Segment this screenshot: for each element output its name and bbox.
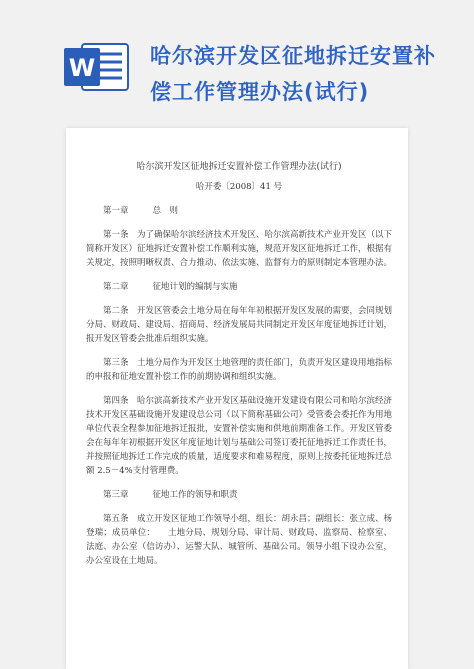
chapter-2-heading <box>86 280 392 294</box>
chapter-2-label: 第二章 <box>103 282 129 292</box>
chapter-1-name: 总 则 <box>152 206 179 216</box>
page-title-line-2: 偿工作管理办法(试行) <box>150 80 370 104</box>
document-number: 哈开委〔2008〕41 号 <box>195 182 283 192</box>
chapter-1-label: 第一章 <box>103 206 129 216</box>
word-logo-letter: W <box>68 54 96 82</box>
document-title: 哈尔滨开发区征地拆迁安置补偿工作管理办法(试行) <box>136 162 342 172</box>
chapter-3-name: 征地工作的领导和职责 <box>152 490 238 500</box>
article-5: 第五条 成立开发区征地工作领导小组，组长：胡永昌；副组长：张立成、杨登瑞；成员单位： 土地分局、规划分局、审计局、财政局、监察局、检察室、法庭、办公室（信访办）、运警大队、城管所、基础公司。领导小组下设办公室，办公室设在土地局。 <box>86 514 393 566</box>
word-document-icon <box>62 40 132 94</box>
article-3: 第三条 土地分局作为开发区土地管理的责任部门，负责开发区建设用地指标的申报和征地安置补偿工作的前期协调和组织实施。 <box>86 358 393 382</box>
document-page <box>66 128 408 669</box>
chapter-2-name: 征地计划的编制与实施 <box>152 282 238 292</box>
page-header <box>0 0 474 120</box>
page-title-line-1: 哈尔滨开发区征地拆迁安置补 <box>150 44 436 68</box>
article-2: 第二条 开发区管委会土地分局在每年年初根据开发区发展的需要，会同规划分局、财政局、建设局、招商局、经济发展局共同制定开发区年度征地拆迁计划，报开发区管委会批准后组织实施。 <box>86 306 393 344</box>
chapter-3-heading <box>86 488 392 502</box>
chapter-1-heading <box>86 204 392 218</box>
article-4: 第四条 哈尔滨高新技术产业开发区基础设施开发建设有限公司和哈尔滨经济技术开发区基础设施开发建设总公司（以下简称基础公司）受管委会委托作为用地单位代表全程参加征地拆迁报批，安置补偿实施和供地前期准备工作。开发区管委会在每年年初根据开发区年度征地计划与基础公司签订委托征地拆迁工作责任书，并按照征地拆迁工作完成的质量，适度要求和难易程度，原则上按委托征地拆迁总额 2.5－4%支付管理费。 <box>86 396 393 476</box>
article-1: 第一条 为了确保哈尔滨经济技术开发区、哈尔滨高新技术产业开发区（以下简称开发区）征地拆迁安置补偿工作顺利实施，规范开发区征地拆迁工作，根据有关规定，按照明晰权责、合力推动、依法实施、监督有力的原则制定本管理办法。 <box>86 230 393 268</box>
chapter-3-label: 第三章 <box>103 490 129 500</box>
document-body <box>86 160 392 578</box>
